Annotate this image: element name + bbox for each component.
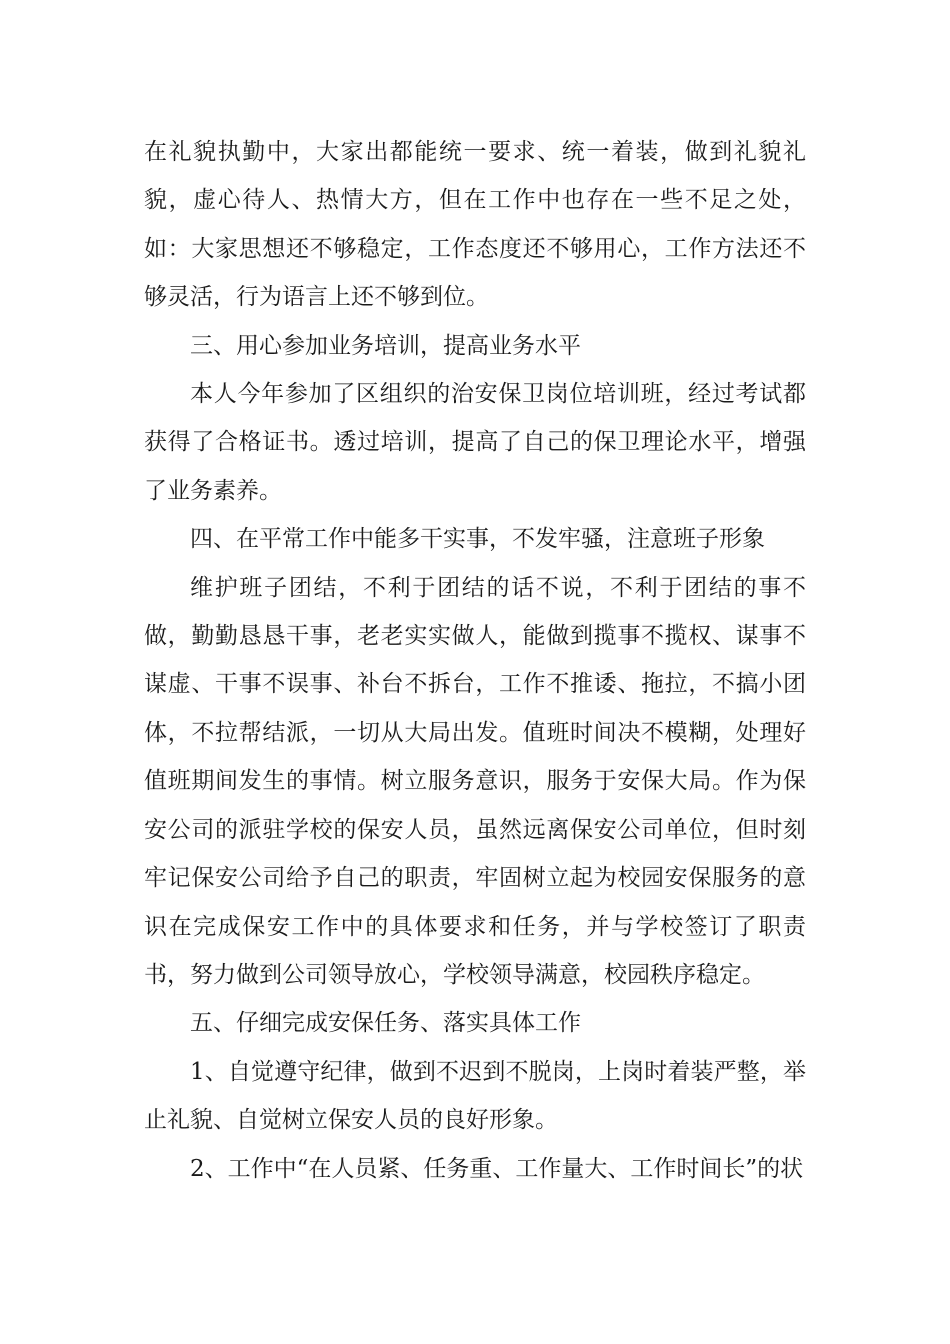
section-heading-five: 五、仔细完成安保任务、落实具体工作	[190, 1010, 581, 1037]
paragraph-etiquette-duty: 在礼貌执勤中，大家出都能统一要求、统一着装，做到礼貌礼貌，虚心待人、热情大方，但在工作中也存在一些不足之处，如：大家思想还不够稳定，工作态度还不够用心，工作方法还不够灵活，行为语言上还不够到位。	[144, 139, 806, 311]
document-body	[144, 128, 806, 1193]
paragraph-training: 本人今年参加了区组织的治安保卫岗位培训班，经过考试都获得了合格证书。透过培训，提高了自己的保卫理论水平，增强了业务素养。	[144, 381, 806, 504]
section-heading-four: 四、在平常工作中能多干实事，不发牢骚，注意班子形象	[190, 526, 765, 553]
paragraph-team-unity: 维护班子团结，不利于团结的话不说，不利于团结的事不做，勤勤恳恳干事，老老实实做人，能做到揽事不揽权、谋事不谋虚、干事不误事、补台不拆台，工作不推诿、拖拉，不搞小团体，不拉帮结派，一切从大局出发。值班时间决不模糊，处理好值班期间发生的事情。树立服务意识，服务于安保大局。作为保安公司的派驻学校的保安人员，虽然远离保安公司单位，但时刻牢记保安公司给予自己的职责，牢固树立起为校园安保服务的意识在完成保安工作中的具体要求和任务，并与学校签订了职责书，努力做到公司领导放心，学校领导满意，校园秩序稳定。	[144, 574, 806, 988]
paragraph-workload: 2、工作中“在人员紧、任务重、工作量大、工作时间长”的状	[190, 1155, 804, 1182]
paragraph-discipline: 1、自觉遵守纪律，做到不迟到不脱岗，上岗时着装严整，举止礼貌、自觉树立保安人员的良好形象。	[144, 1058, 806, 1134]
section-heading-three: 三、用心参加业务培训，提高业务水平	[190, 332, 581, 359]
